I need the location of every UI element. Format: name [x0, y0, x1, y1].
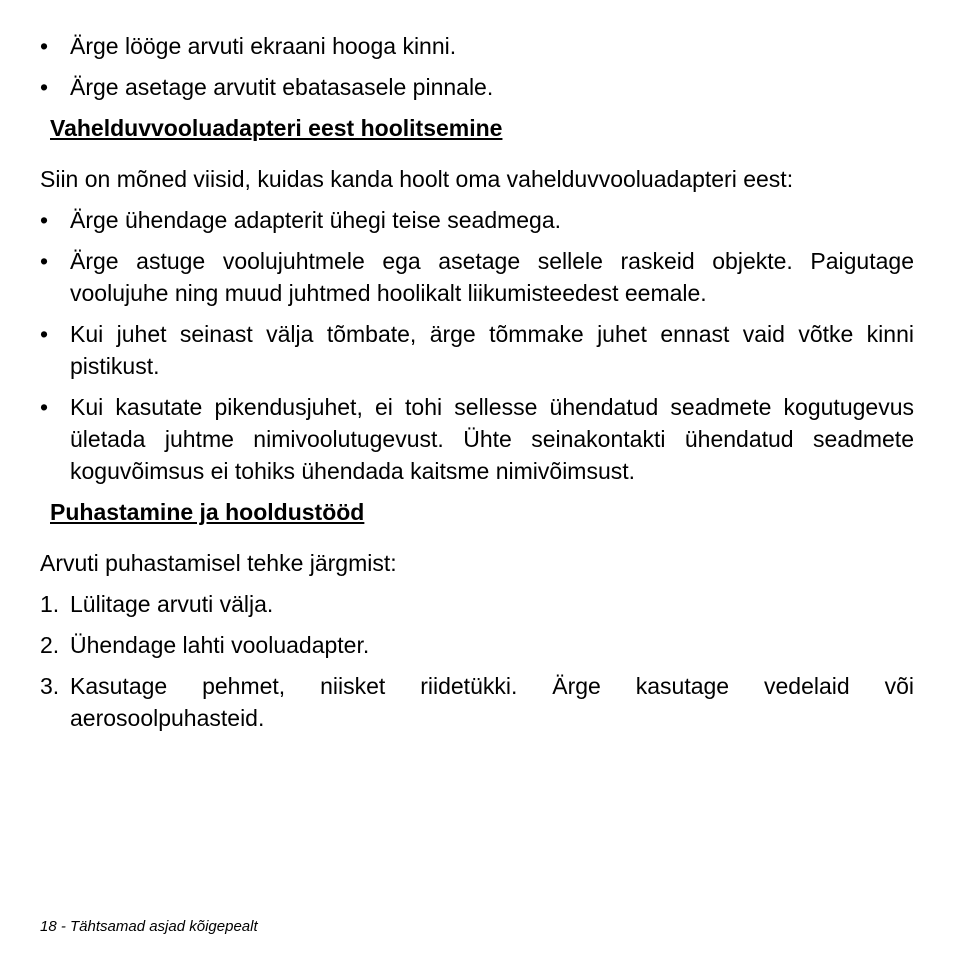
numbered-step	[40, 670, 914, 734]
list-item	[40, 71, 914, 103]
list-item	[40, 30, 914, 62]
list-item	[40, 318, 914, 382]
page-footer: 18 - Tähtsamad asjad kõigepealt	[40, 918, 258, 935]
list-item-text: Kui juhet seinast välja tõmbate, ärge tõmmake juhet ennast vaid võtke kinni pistikust.	[70, 321, 914, 379]
step-text: Lülitage arvuti välja.	[70, 591, 274, 617]
list-item-text: Ärge astuge voolujuhtmele ega asetage sellele raskeid objekte. Paigutage voolujuhe ning muud juhtmed hoolikalt liikumisteedest eemale.	[70, 248, 914, 306]
bullet-marker: •	[40, 207, 49, 233]
step-text: Kasutage pehmet, niisket riidetükki. Ärge kasutage vedelaid või aerosoolpuhasteid.	[70, 673, 914, 731]
list-item-text: Ärge asetage arvutit ebatasasele pinnale.	[70, 74, 494, 100]
numbered-step	[40, 629, 914, 661]
section-intro: Arvuti puhastamisel tehke järgmist:	[40, 550, 397, 576]
bullet-marker: •	[40, 394, 49, 420]
bullet-marker: •	[40, 74, 49, 100]
numbered-step	[40, 588, 914, 620]
step-number: 3.	[40, 673, 60, 699]
step-number: 1.	[40, 591, 60, 617]
list-item-text: Ärge ühendage adapterit ühegi teise seadmega.	[70, 207, 562, 233]
list-item-text: Ärge lööge arvuti ekraani hooga kinni.	[70, 33, 457, 59]
list-item	[40, 391, 914, 487]
section-heading: Puhastamine ja hooldustööd	[50, 499, 365, 525]
step-number: 2.	[40, 632, 60, 658]
list-item	[40, 245, 914, 309]
document-page	[40, 30, 914, 743]
step-text: Ühendage lahti vooluadapter.	[70, 632, 370, 658]
section-intro: Siin on mõned viisid, kuidas kanda hoolt oma vahelduvvooluadapteri eest:	[40, 166, 794, 192]
bullet-marker: •	[40, 321, 49, 347]
list-item	[40, 204, 914, 236]
section-heading: Vahelduvvooluadapteri eest hoolitsemine	[50, 115, 503, 141]
list-item-text: Kui kasutate pikendusjuhet, ei tohi sellesse ühendatud seadmete kogutugevus ületada juhtme nimivoolutugevust. Ühte seinakontakti ühendatud seadmete koguvõimsus ei tohiks ühendada kaitsme nimivõimsust.	[70, 394, 914, 484]
bullet-marker: •	[40, 248, 49, 274]
bullet-marker: •	[40, 33, 49, 59]
